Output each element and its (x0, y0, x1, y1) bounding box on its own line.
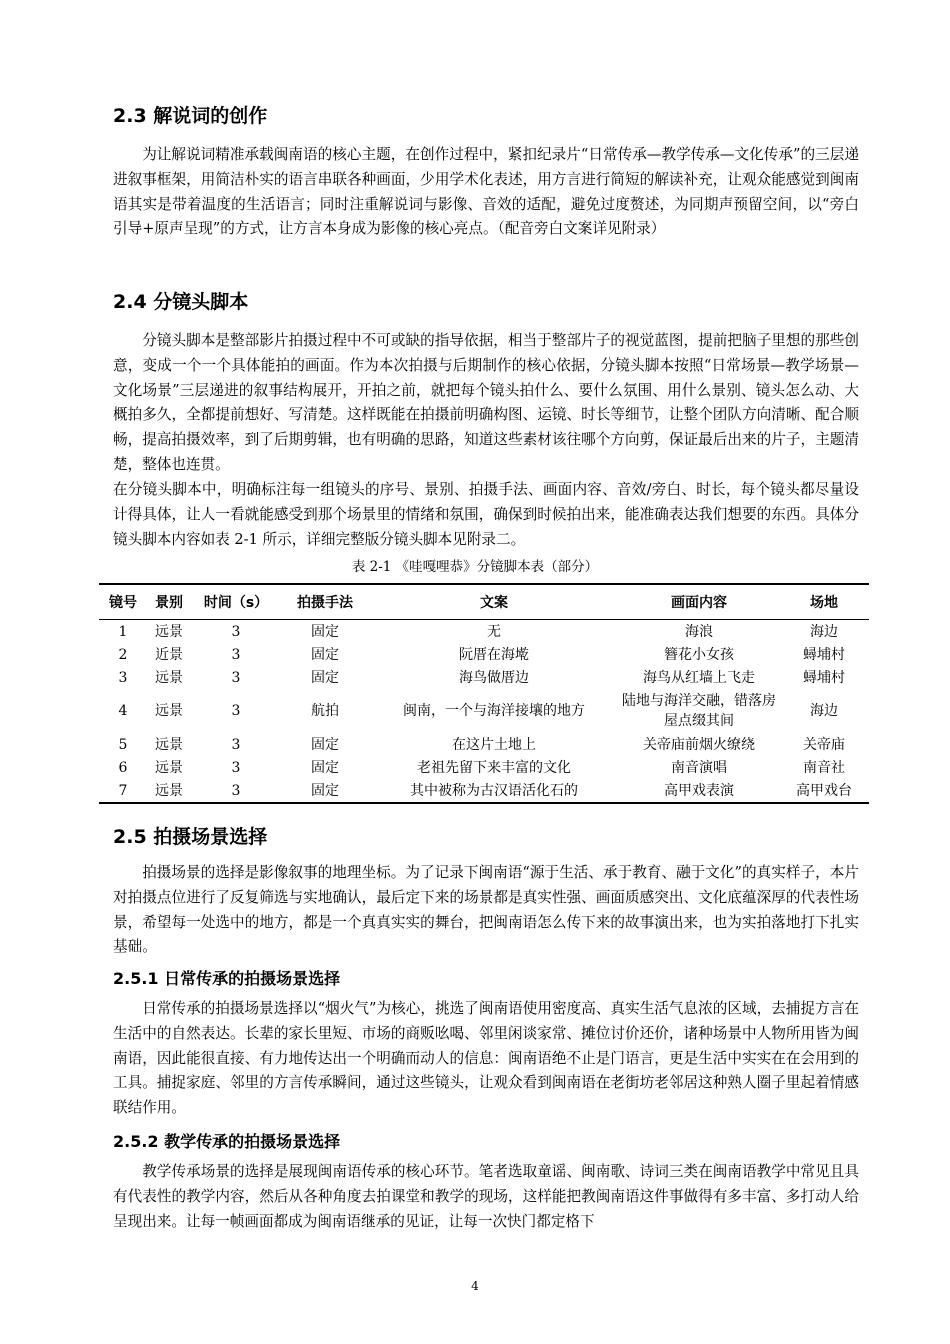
section-heading-2-5: 2.5 拍摄场景选择 (113, 826, 268, 848)
table-cell: 3 (231, 669, 241, 686)
table-cell: 固定 (311, 669, 339, 686)
table-cell: 海鸟做厝边 (459, 669, 529, 686)
table-cell: 南音社 (803, 759, 845, 776)
table-cell: 固定 (311, 759, 339, 776)
table-cell: 高甲戏台 (796, 782, 852, 799)
section-2-5-1-paragraph: 日常传承的拍摄场景选择以“烟火气”为核心，挑选了闽南语使用密度高、真实生活气息浓的区域，去捕捉方言在生活中的自然表达。长辈的家长里短、市场的商贩吆喝、邻里闲谈家常、摊位讨价还价，诸种场景中人物所用皆为闽南语，因此能很直接、有力地传达出一个明确而动人的信息：闽南语绝不止是门语言，更是生活中实实在在会用到的工具。捕捉家庭、邻里的方言传承瞬间，通过这些镜头，让观众看到闽南语在老街坊老邻居这种熟人圈子里起着情感联结作用。 (113, 1000, 859, 1117)
table-cell: 3 (231, 782, 241, 799)
table-cell: 关帝庙 (803, 736, 845, 753)
table-cell: 3 (231, 646, 241, 663)
table-cell: 3 (231, 759, 241, 776)
table-cell: 老祖先留下来丰富的文化 (417, 759, 571, 776)
table-row (99, 666, 869, 689)
table-caption: 表 2-1 《哇嘎哩恭》分镜脚本表（部分） (351, 559, 599, 575)
table-cell: 固定 (311, 782, 339, 799)
column-header: 景别 (147, 584, 191, 620)
table-header-row (99, 584, 869, 620)
table-cell: 南音演唱 (671, 759, 727, 776)
table-cell: 在这片土地上 (452, 736, 536, 753)
table-cell: 固定 (311, 646, 339, 663)
table-cell: 近景 (155, 646, 183, 663)
table-cell: 固定 (311, 623, 339, 640)
table-cell: 远景 (155, 623, 183, 640)
table-cell: 高甲戏表演 (664, 782, 734, 799)
table-row (99, 689, 869, 733)
table-cell: 6 (118, 759, 128, 776)
table-cell: 3 (118, 669, 128, 686)
storyboard-table (99, 583, 869, 804)
table-cell: 海边 (810, 623, 838, 640)
table-cell: 阮厝在海墘 (459, 646, 529, 663)
column-header: 镜号 (99, 584, 147, 620)
table-cell: 远景 (155, 782, 183, 799)
table-cell: 3 (231, 736, 241, 753)
section-2-3-paragraph: 为让解说词精准承载闽南语的核心主题，在创作过程中，紧扣纪录片“日常传承—教学传承—文化传承”的三层递进叙事框架，用简洁朴实的语言串联各种画面，少用学术化表述，用方言进行简短的解读补充，让观众能感觉到闽南语其实是带着温度的生活语言；同时注重解说词与影像、音效的适配，避免过度赘述，为同期声预留空间，以“旁白引导+原声呈现”的方式，让方言本身成为影像的核心亮点。（配音旁白文案详见附录） (113, 146, 859, 238)
section-heading-2-5-2: 2.5.2 教学传承的拍摄场景选择 (113, 1132, 341, 1151)
table-cell: 3 (231, 703, 241, 719)
table-cell: 海鸟从红墙上飞走 (643, 669, 755, 686)
table-cell: 2 (118, 646, 128, 663)
table-cell: 7 (118, 782, 128, 799)
table-cell: 远景 (155, 736, 183, 753)
table-row (99, 779, 869, 803)
table-cell: 航拍 (311, 703, 339, 719)
table-cell: 3 (231, 623, 241, 640)
table-cell: 蟳埔村 (803, 646, 845, 663)
column-header: 时间（s） (191, 584, 281, 620)
table-cell: 4 (118, 703, 128, 719)
table-cell: 闽南，一个与海洋接壤的地方 (403, 703, 585, 719)
table-cell: 无 (487, 623, 501, 640)
table-cell: 5 (118, 736, 128, 753)
table-cell: 远景 (155, 759, 183, 776)
table-cell: 簪花小女孩 (664, 646, 734, 663)
table-cell: 其中被称为古汉语活化石的 (410, 782, 578, 799)
column-header: 场地 (779, 584, 869, 620)
table-row (99, 756, 869, 779)
table-cell: 远景 (155, 669, 183, 686)
table-cell: 关帝庙前烟火缭绕 (643, 736, 755, 753)
table-cell: 固定 (311, 736, 339, 753)
table-row (99, 643, 869, 666)
table-row (99, 620, 869, 644)
column-header: 文案 (369, 584, 619, 620)
section-2-5-paragraph: 拍摄场景的选择是影像叙事的地理坐标。为了记录下闽南语“源于生活、承于教育、融于文化”的真实样子，本片对拍摄点位进行了反复筛选与实地确认，最后定下来的场景都是真实性强、画面质感突出、文化底蕴深厚的代表性场景，希望每一处选中的地方，都是一个真真实实的舞台，把闽南语怎么传下来的故事演出来，也为实拍落地打下扎实基础。 (113, 864, 859, 956)
table-cell: 海边 (810, 703, 838, 719)
page-number: 4 (471, 1279, 479, 1293)
section-heading-2-4: 2.4 分镜头脚本 (113, 291, 249, 313)
section-2-5-2-paragraph: 教学传承场景的选择是展现闽南语传承的核心环节。笔者选取童谣、闽南歌、诗词三类在闽南语教学中常见且具有代表性的教学内容，然后从各种角度去拍课堂和教学的现场，这样能把教闽南语这件事做得有多丰富、多打动人给呈现出来。让每一帧画面都成为闽南语继承的见证，让每一次快门都定格下 (113, 1163, 859, 1230)
table-cell: 1 (118, 623, 128, 640)
section-heading-2-3: 2.3 解说词的创作 (113, 105, 268, 127)
section-2-4-paragraph-1: 分镜头脚本是整部影片拍摄过程中不可或缺的指导依据，相当于整部片子的视觉蓝图，提前把脑子里想的那些创意，变成一个一个具体能拍的画面。作为本次拍摄与后期制作的核心依据，分镜头脚本按照“日常场景—教学场景—文化场景”三层递进的叙事结构展开，开拍之前，就把每个镜头拍什么、要什么氛围、用什么景别、镜头怎么动、大概拍多久，全都提前想好、写清楚。这样既能在拍摄前明确构图、运镜、时长等细节，让整个团队方向清晰、配合顺畅，提高拍摄效率，到了后期剪辑，也有明确的思路，知道这些素材该往哪个方向剪，保证最后出来的片子，主题清楚，整体也连贯。 (113, 332, 859, 473)
column-header: 拍摄手法 (281, 584, 369, 620)
table-cell: 陆地与海洋交融，错落房屋点缀其间 (622, 693, 776, 729)
column-header: 画面内容 (619, 584, 779, 620)
section-2-4-paragraph-2: 在分镜头脚本中，明确标注每一组镜头的序号、景别、拍摄手法、画面内容、音效/旁白、时长，每个镜头都尽量设计得具体，让人一看就能感受到那个场景里的情绪和氛围，确保到时候拍出来，能准确表达我们想要的东西。具体分镜头脚本内容如表 2-1 所示，详细完整版分镜头脚本见附录二。 (113, 481, 859, 548)
table-cell: 远景 (155, 703, 183, 719)
section-heading-2-5-1: 2.5.1 日常传承的拍摄场景选择 (113, 969, 341, 988)
table-cell: 海浪 (685, 623, 713, 640)
table-cell: 蟳埔村 (803, 669, 845, 686)
table-row (99, 733, 869, 756)
